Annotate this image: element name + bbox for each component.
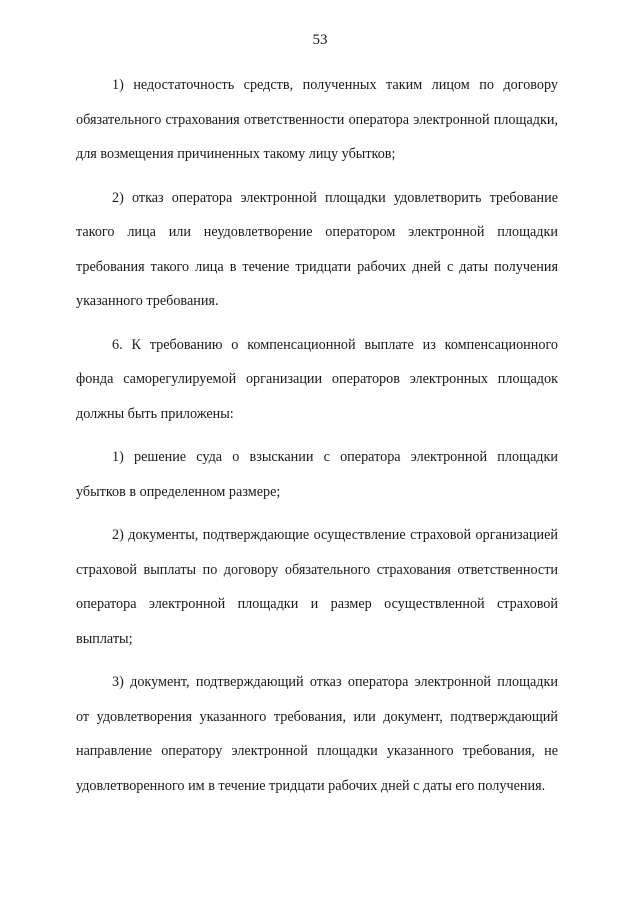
paragraph-court-decision: 1) решение суда о взыскании с оператора электронной площадки убытков в определенном размере; (76, 449, 558, 500)
paragraph-section-6: 6. К требованию о компенсационной выплате из компенсационного фонда саморегулируемой организации операторов электронных площадок должны быть приложены: (76, 336, 558, 422)
paragraph-insufficient-funds: 1) недостаточность средств, полученных таким лицом по договору обязательного страхования ответственности оператора электронной площадки, для возмещения причиненных такому лицу убытков; (76, 77, 558, 162)
paragraph-refusal-document: 3) документ, подтверждающий отказ оператора электронной площадки от удовлетворения указанного требования, или документ, подтверждающий направление оператору электронной площадки указанного требования, не удовлетворенного им в течение тридцати рабочих дней с даты его получения. (76, 674, 558, 794)
page-number: 53 (312, 32, 328, 48)
document-body (76, 68, 558, 812)
paragraph-insurance-documents: 2) документы, подтверждающие осуществление страховой организацией страховой выплаты по договору обязательного страхования ответственности оператора электронной площадки и размер осуществленной страховой выплаты; (76, 527, 558, 647)
paragraph-operator-refusal: 2) отказ оператора электронной площадки удовлетворить требование такого лица или неудовлетворение оператором электронной площадки требования такого лица в течение тридцати рабочих дней с даты получения указанного требования. (76, 189, 558, 309)
